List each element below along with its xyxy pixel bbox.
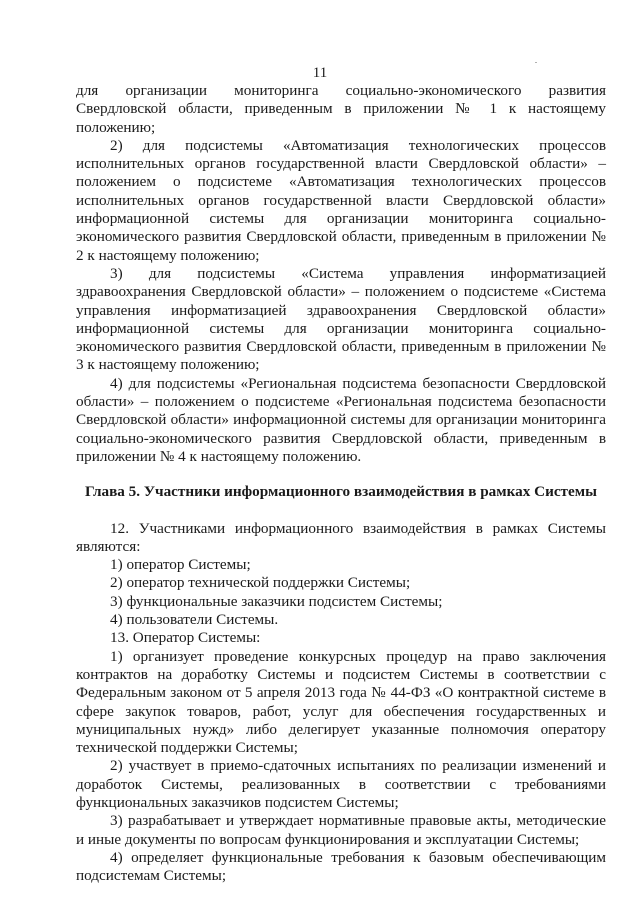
list-item-13-2: 2) участвует в приемо-сдаточных испытаниях по реализации изменений и доработок Системы, реализованных в соответствии с требованиями функциональных заказчиков подсистем Системы; [76, 757, 606, 811]
list-item-functional-customers: 3) функциональные заказчики подсистем Системы; [110, 592, 443, 610]
paragraph-item-4: 4) для подсистемы «Региональная подсистема безопасности Свердловской области» – положением о подсистеме «Региональная подсистема безопасности Свердловской области» информационной системы для организации мониторинга социально-экономического развития Свердловской области, приведенным в приложении № 4 к настоящему положению. [76, 374, 606, 465]
paragraph-item-3: 3) для подсистемы «Система управления информатизацией здравоохранения Свердловской области» – положением о подсистеме «Система управления информатизацией здравоохранения Свердловской области» информационной системы для организации мониторинга социально-экономического развития Свердловской области, приведенным в приложении № 3 к настоящему положению; [76, 264, 606, 374]
list-item-users: 4) пользователи Системы. [110, 611, 279, 629]
list-item-13-3: 3) разрабатывает и утверждает нормативные правовые акты, методические и иные документы по вопросам функционирования и эксплуатации Системы; [76, 812, 606, 848]
paragraph-clause-12: 12. Участниками информационного взаимодействия в рамках Системы являются: [76, 519, 606, 555]
page-number: 11 [312, 65, 328, 81]
body-text [76, 82, 606, 885]
list-item-13-1: 1) организует проведение конкурсных процедур на право заключения контрактов на доработку Системы и подсистем Системы в соответствии с Федеральным законом от 5 апреля 2013 года № 44-ФЗ «О контрактной системе в сфере закупок товаров, работ, услуг для обеспечения государственных и муниципальных нужд» либо делегирует указанные полномочия оператору технической поддержки Системы; [76, 647, 606, 757]
list-item-operator: 1) оператор Системы; [110, 556, 251, 574]
paragraph-item-2: 2) для подсистемы «Автоматизация технологических процессов исполнительных органов государственной власти Свердловской области» – положением о подсистеме «Автоматизация технологических процессов исполнительных органов государственной власти Свердловской области» информационной системы для организации мониторинга социально-экономического развития Свердловской области, приведенным в приложении № 2 к настоящему положению; [76, 136, 606, 264]
paragraph-continuation: для организации мониторинга социально-экономического развития Свердловской области, приведенным в приложении № 1 к настоящему положению; [76, 82, 606, 136]
scan-speck [535, 62, 537, 63]
paragraph-clause-13: 13. Оператор Системы: [110, 629, 261, 647]
chapter-heading: Глава 5. Участники информационного взаимодействия в рамках Системы [85, 483, 597, 501]
list-item-support-operator: 2) оператор технической поддержки Системы; [110, 574, 411, 592]
list-item-13-4: 4) определяет функциональные требования к базовым обеспечивающим подсистемам Системы; [76, 848, 606, 885]
